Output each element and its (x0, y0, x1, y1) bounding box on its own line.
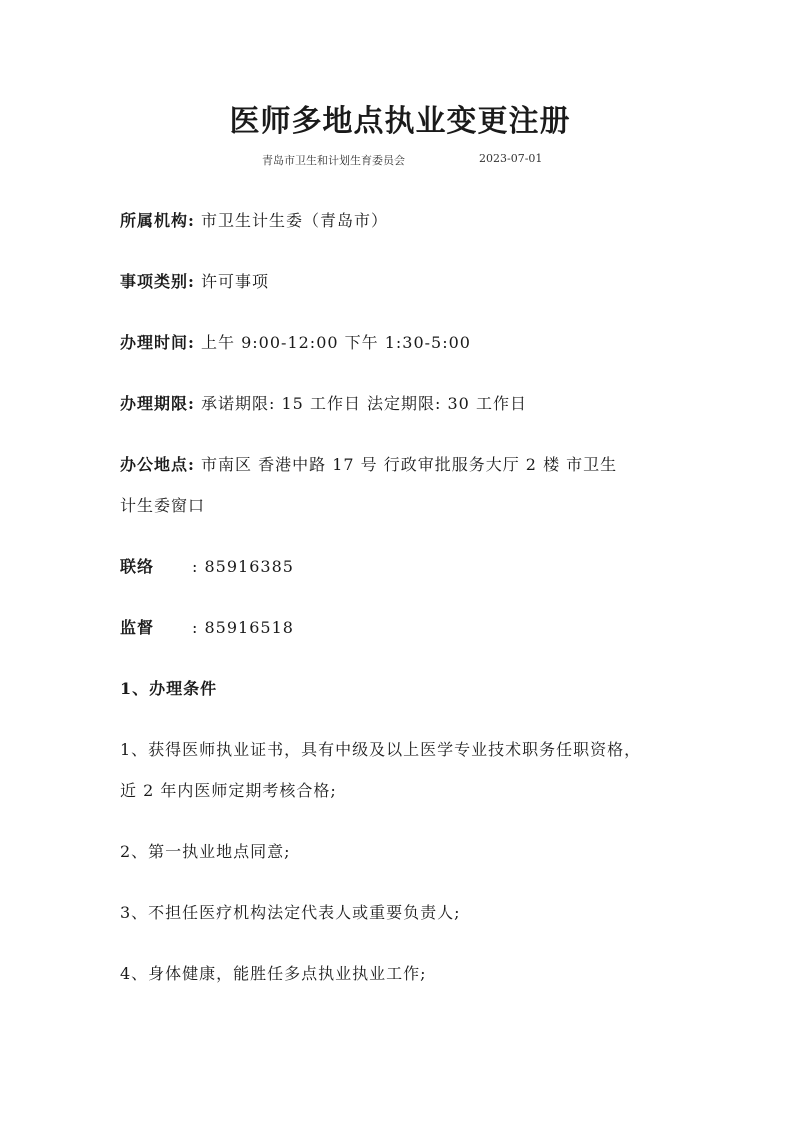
supervise-label: 监督 (120, 618, 155, 637)
address-value-line2: 计生委窗口 (120, 496, 206, 515)
field-hours (120, 333, 680, 353)
field-supervise (120, 618, 680, 638)
field-address-continued (120, 496, 680, 516)
deadline-value: 承诺期限: 15 工作日 法定期限: 30 工作日 (201, 394, 527, 413)
condition-item-continued: 近 2 年内医师定期考核合格; (120, 781, 337, 800)
field-authority (120, 211, 680, 231)
condition-item: 1、获得医师执业证书，具有中级及以上医学专业技术职务任职资格， (120, 740, 642, 759)
category-value: 许可事项 (201, 272, 270, 291)
authority-value: 市卫生计生委（青岛市） (201, 211, 389, 230)
field-contact (120, 557, 680, 577)
hours-value: 上午 9:00-12:00 下午 1:30-5:00 (201, 333, 471, 352)
field-deadline (120, 394, 680, 414)
address-label: 办公地点: (120, 455, 195, 474)
deadline-label: 办理期限: (120, 394, 195, 413)
contact-label: 联络 (120, 557, 155, 576)
condition-item: 4、身体健康，能胜任多点执业执业工作; (120, 964, 427, 983)
hours-label: 办理时间: (120, 333, 195, 352)
field-address (120, 455, 680, 475)
conditions-heading: 1、办理条件 (120, 679, 218, 698)
condition-item: 3、不担任医疗机构法定代表人或重要负责人; (120, 903, 461, 922)
publish-date: 2023-07-01 (479, 152, 543, 165)
issuing-organization: 青岛市卫生和计划生育委员会 (262, 154, 405, 167)
page-title: 医师多地点执业变更注册 (229, 104, 571, 139)
category-label: 事项类别: (120, 272, 195, 291)
contact-value: : 85916385 (192, 557, 294, 576)
address-value-line1: 市南区 香港中路 17 号 行政审批服务大厅 2 楼 市卫生 (201, 455, 618, 474)
authority-label: 所属机构: (120, 211, 195, 230)
field-category (120, 272, 680, 292)
supervise-value: : 85916518 (192, 618, 294, 637)
condition-item: 2、第一执业地点同意; (120, 842, 291, 861)
